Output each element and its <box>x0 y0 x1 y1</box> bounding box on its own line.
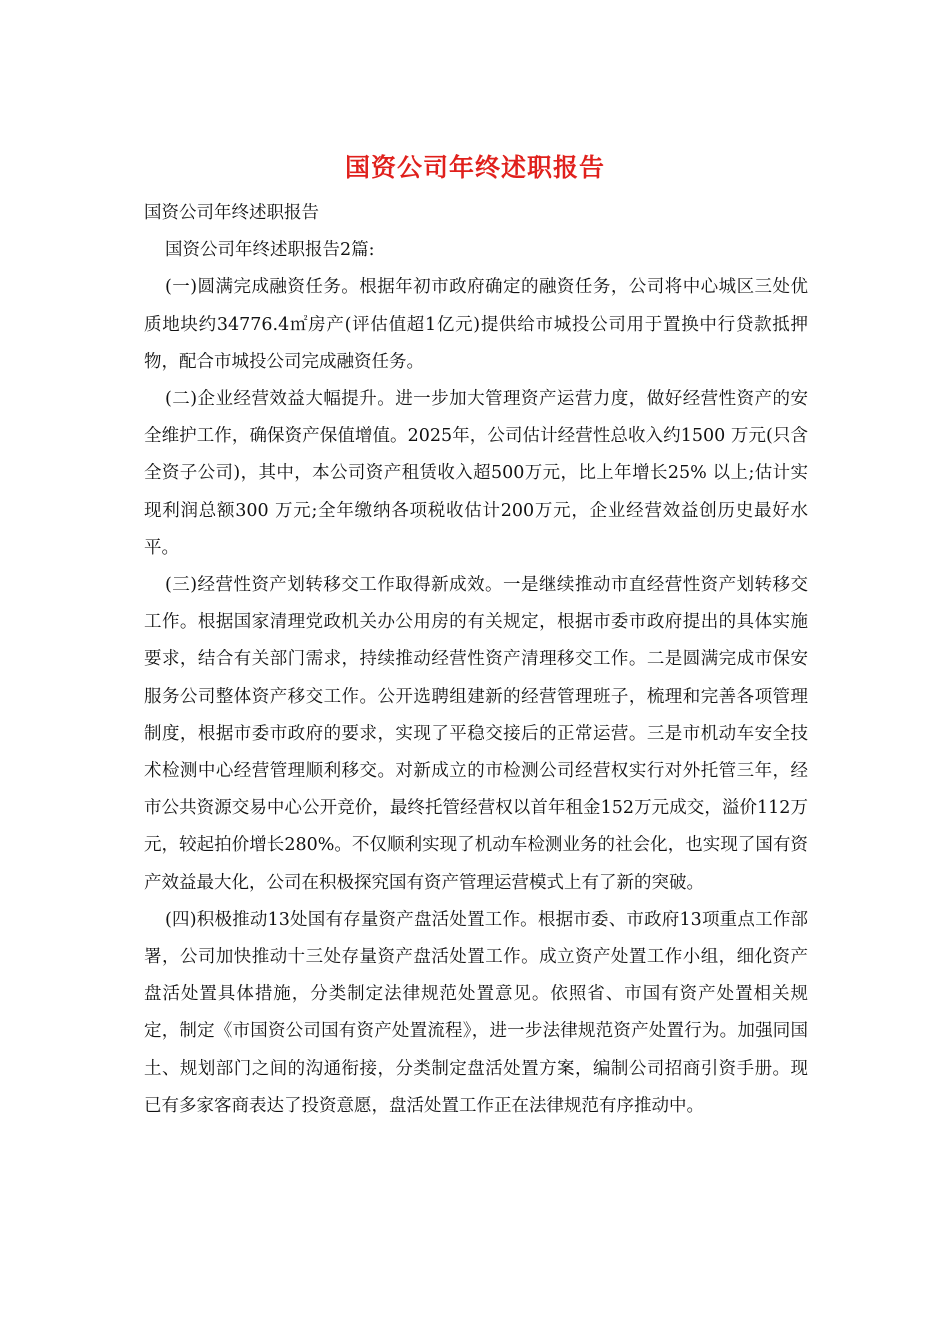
paragraph-asset-disposal: (四)积极推动13处国有存量资产盘活处置工作。根据市委、市政府13项重点工作部署，公司加快推动十三处存量资产盘活处置工作。成立资产处置工作小组，细化资产盘活处置具体措施，分类制定法律规范处置意见。依照省、市国有资产处置相关规定，制定《市国资公司国有资产处置流程》，进一步法律规范资产处置行为。加强同国土、规划部门之间的沟通衔接，分类制定盘活处置方案，编制公司招商引资手册。现已有多家客商表达了投资意愿，盘活处置工作正在法律规范有序推动中。 <box>144 909 808 1116</box>
document-title: 国资公司年终述职报告 <box>344 153 605 182</box>
paragraph-operating-efficiency: (二)企业经营效益大幅提升。进一步加大管理资产运营力度，做好经营性资产的安全维护工作，确保资产保值增值。2025年，公司估计经营性总收入约1500 万元(只含全资子公司)，其中，本公司资产租赁收入超500万元，比上年增长25% 以上;估计实现利润总额300 万元;全年缴纳各项税收估计200万元，企业经营效益创历史最好水平。 <box>144 389 808 558</box>
paragraph-financing: (一)圆满完成融资任务。根据年初市政府确定的融资任务，公司将中心城区三处优质地块约34776.4㎡房产(评估值超1亿元)提供给市城投公司用于置换中行贷款抵押物，配合市城投公司完成融资任务。 <box>144 277 808 372</box>
document-subtitle: 国资公司年终述职报告 <box>144 203 319 223</box>
paragraph-asset-transfer: (三)经营性资产划转移交工作取得新成效。一是继续推动市直经营性资产划转移交工作。根据国家清理党政机关办公用房的有关规定，根据市委市政府提出的具体实施要求，结合有关部门需求，持续推动经营性资产清理移交工作。二是圆满完成市保安服务公司整体资产移交工作。公开选聘组建新的经营管理班子，梳理和完善各项管理制度，根据市委市政府的要求，实现了平稳交接后的正常运营。三是市机动车安全技术检测中心经营管理顺利移交。对新成立的市检测公司经营权实行对外托管三年，经市公共资源交易中心公开竞价，最终托管经营权以首年租金152万元成交，溢价112万元，较起拍价增长280%。不仅顺利实现了机动车检测业务的社会化，也实现了国有资产效益最大化，公司在积极探究国有资产管理运营模式上有了新的突破。 <box>144 575 808 893</box>
document-body <box>144 195 808 1125</box>
document-intro: 国资公司年终述职报告2篇: <box>165 240 375 261</box>
